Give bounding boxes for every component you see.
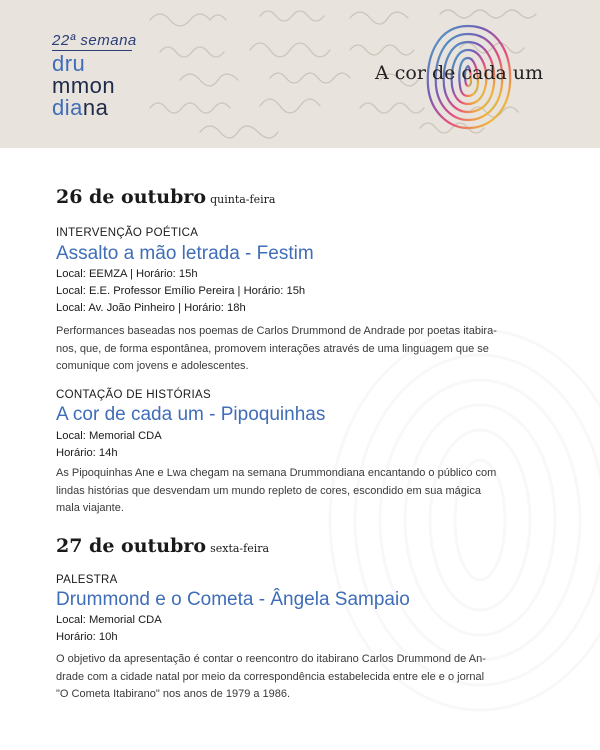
event-tagline: A cor de cada um [375,62,544,84]
event-info-line: Local: Av. João Pinheiro | Horário: 18h [56,302,246,314]
date-label: 26 de outubro [56,186,207,208]
date-label: 27 de outubro [56,535,207,557]
weekday-label: quinta-feira [210,193,276,206]
event-title: Drummond e o Cometa - Ângela Sampaio [56,589,410,610]
event-category: CONTAÇÃO DE HISTÓRIAS [56,389,211,401]
day-heading [56,186,275,208]
day-heading [56,535,269,557]
event-description: O objetivo da apresentação é contar o reencontro do itabirano Carlos Drummond de An- drade com a cidade natal por meio da correspondência estabelecida entre ele e o jornal "O Cometa Itabirano" nos anos de 1979 a 1986. [56,653,486,700]
brand-line-1: dru [52,51,86,76]
event-title: A cor de cada um - Pipoquinhas [56,404,326,425]
event-title: Assalto a mão letrada - Festim [56,243,314,264]
brand-logo [52,32,137,119]
weekday-label: sexta-feira [210,542,270,555]
event-category: PALESTRA [56,574,118,586]
event-info-line: Horário: 14h [56,447,118,459]
event-info-line: Local: EEMZA | Horário: 15h [56,268,198,280]
header-banner [0,0,600,148]
brand-line-2: mmon [52,73,116,98]
event-category: INTERVENÇÃO POÉTICA [56,227,199,239]
edition-label: 22ª semana [52,32,137,49]
event-description: Performances baseadas nos poemas de Carlos Drummond de Andrade por poetas itabira- nos, que, de forma espontânea, promovem interações através de uma linguagem que se comunique com jovens e adolescentes. [56,325,497,372]
event-info-line: Local: Memorial CDA [56,430,162,442]
event-info-line: Horário: 10h [56,631,118,643]
brand-line-3: diana [52,95,109,120]
event-info-line: Local: Memorial CDA [56,614,162,626]
event-info-line: Local: E.E. Professor Emílio Pereira | Horário: 15h [56,285,306,297]
event-description: As Pipoquinhas Ane e Lwa chegam na semana Drummondiana encantando o público com lindas histórias que desvendam um mundo repleto de cores, escondido em sua mágica mala viajante. [56,467,497,514]
